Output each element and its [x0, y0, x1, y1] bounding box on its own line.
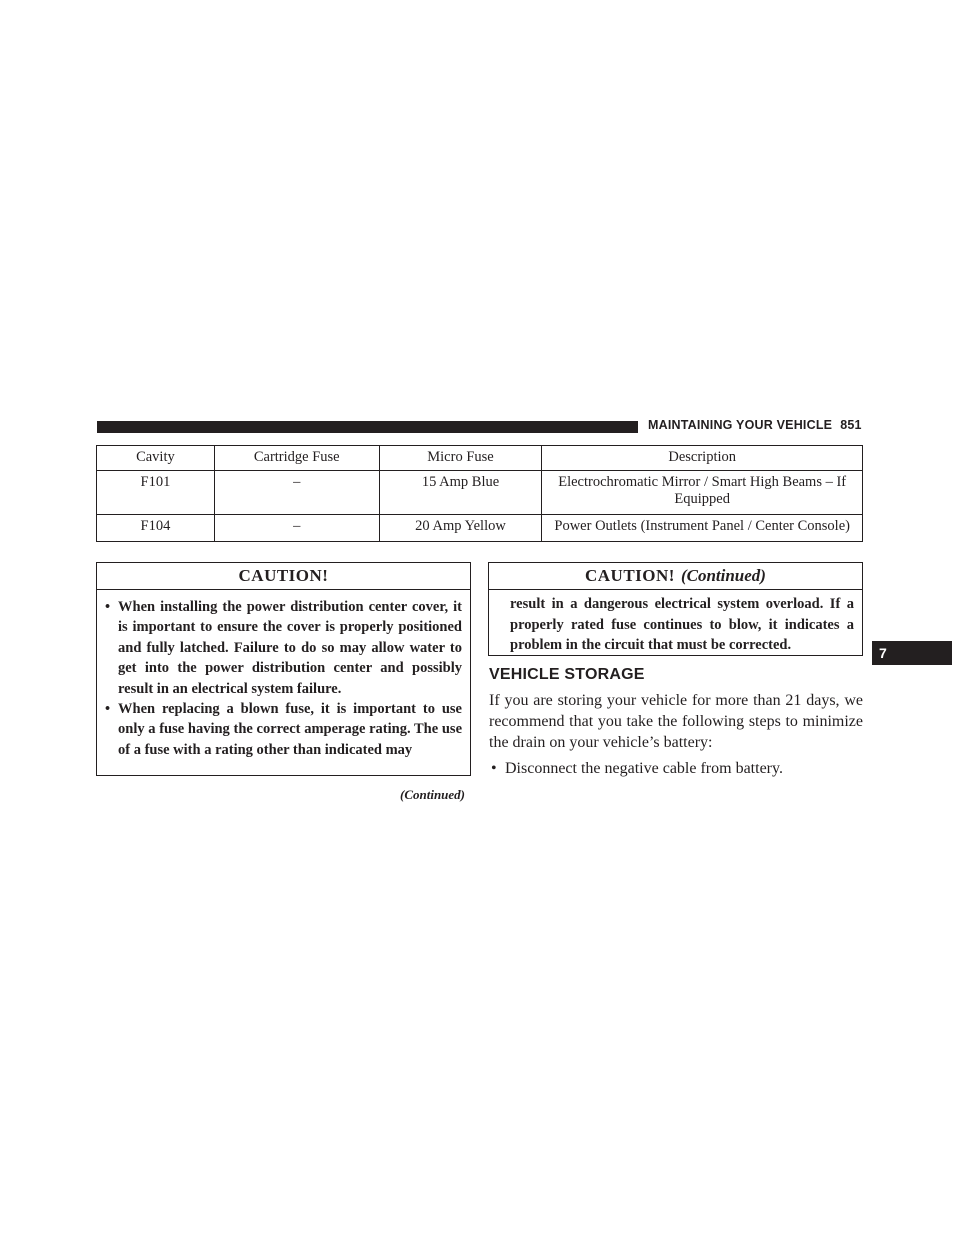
- cell-cavity: F104: [97, 515, 215, 542]
- table-row: [97, 515, 863, 542]
- bullet-dot: •: [105, 701, 111, 718]
- cell-micro-fuse: 20 Amp Yellow: [379, 515, 542, 542]
- caution-title: CAUTION!: [97, 563, 470, 590]
- caution-box-left: [96, 562, 471, 776]
- cell-description: Power Outlets (Instrument Panel / Center Console): [542, 515, 863, 542]
- chapter-tab: [872, 641, 952, 665]
- section-title-vehicle-storage: VEHICLE STORAGE: [489, 666, 645, 683]
- cell-cartridge-fuse: –: [214, 515, 379, 542]
- list-item-text: Disconnect the negative cable from battery.: [505, 760, 783, 777]
- column-header-micro-fuse: Micro Fuse: [379, 446, 542, 471]
- page-number: 851: [840, 418, 862, 432]
- list-item: [489, 758, 863, 779]
- running-header-title: MAINTAINING YOUR VEHICLE: [648, 418, 833, 432]
- caution-body: [97, 590, 470, 760]
- cell-cartridge-fuse: –: [214, 471, 379, 515]
- header-rule: [97, 421, 638, 433]
- bullet-dot: •: [491, 760, 497, 777]
- caution-title-continued: (Continued): [680, 566, 766, 585]
- caution-bullet-text: When replacing a blown fuse, it is important to use only a fuse having the correct amperage rating. The use of a fuse with a rating other than indicated may: [118, 701, 462, 758]
- caution-box-right: [488, 562, 863, 656]
- caution-continued-text: result in a dangerous electrical system overload. If a properly rated fuse continues to blow, it indicates a problem in the circuit that must be corrected.: [510, 596, 854, 654]
- column-header-cavity: Cavity: [97, 446, 215, 471]
- continued-label: (Continued): [399, 787, 465, 802]
- cell-description: Electrochromatic Mirror / Smart High Beams – If Equipped: [542, 471, 863, 515]
- fuse-table-header-row: [97, 446, 863, 471]
- caution-bullet-text: When installing the power distribution center cover, it is important to ensure the cover is properly positioned and fully latched. Failure to do so may allow water to get into the power distribution center and possibly result in an electrical system failure.: [118, 599, 462, 697]
- caution-body: [489, 590, 862, 656]
- column-header-description: Description: [542, 446, 863, 471]
- fuse-table: [96, 445, 863, 542]
- cell-cavity: F101: [97, 471, 215, 515]
- column-header-cartridge-fuse: Cartridge Fuse: [214, 446, 379, 471]
- cell-micro-fuse: 15 Amp Blue: [379, 471, 542, 515]
- vehicle-storage-paragraph: If you are storing your vehicle for more than 21 days, we recommend that you take the following steps to minimize the drain on your vehicle’s battery:: [489, 692, 863, 752]
- bullet-dot: •: [105, 599, 111, 615]
- chapter-number: 7: [879, 645, 887, 661]
- caution-title: [489, 563, 862, 590]
- table-row: [97, 471, 863, 515]
- caution-bullet: [105, 597, 462, 699]
- caution-bullet: [105, 699, 462, 760]
- caution-title-text: CAUTION!: [585, 566, 675, 585]
- running-header: [648, 418, 862, 432]
